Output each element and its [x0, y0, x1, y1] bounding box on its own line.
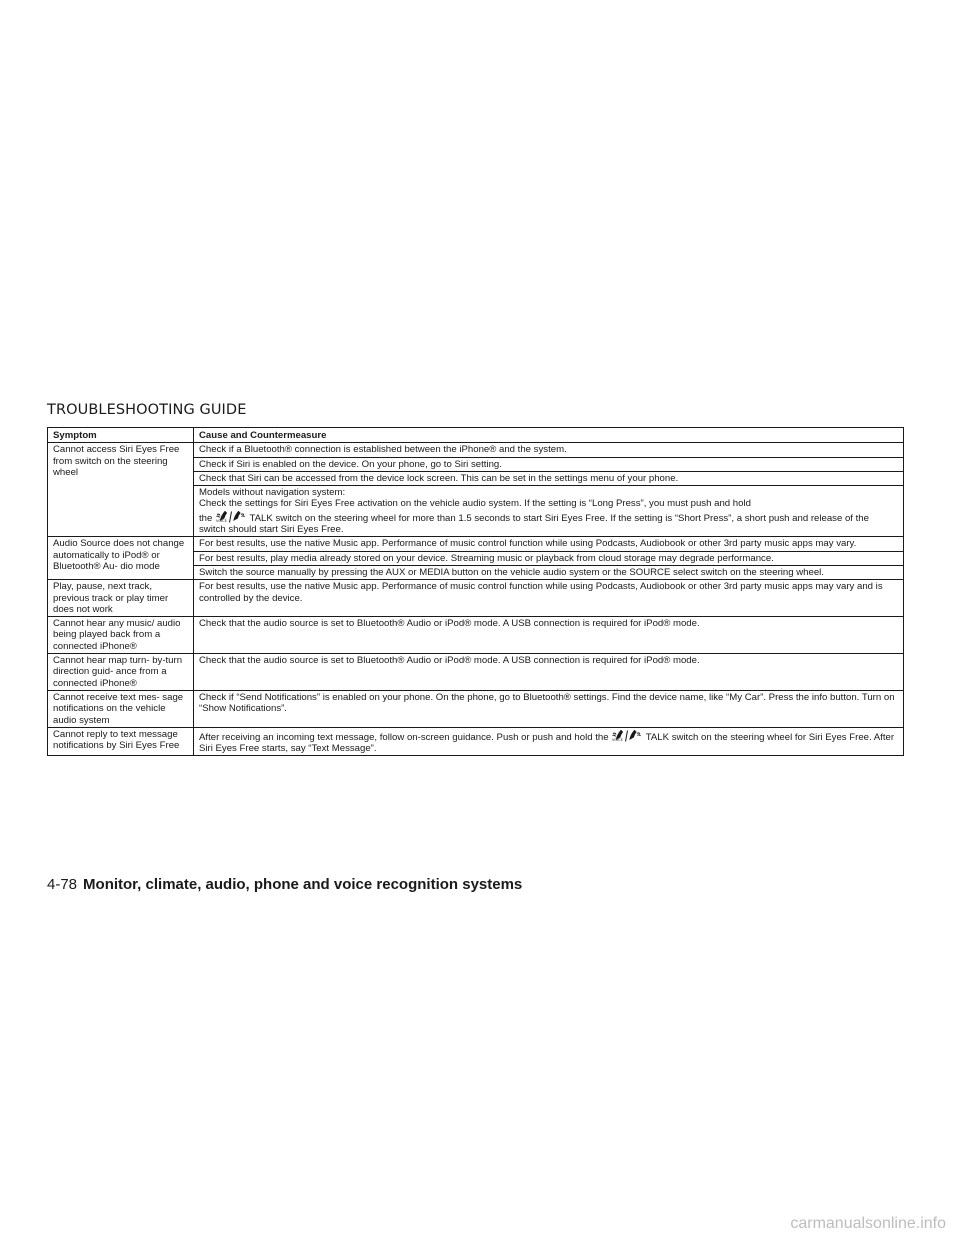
cause-cell: Check if a Bluetooth® connection is established between the iPhone® and the system. — [194, 443, 904, 457]
symptom-cell: Play, pause, next track, previous track or play timer does not work — [48, 580, 194, 617]
column-header-cause: Cause and Countermeasure — [194, 428, 904, 443]
cause-cell: Check that the audio source is set to Bluetooth® Audio or iPod® mode. A USB connection is required for iPod® mode. — [194, 654, 904, 691]
troubleshooting-table — [47, 427, 904, 756]
chapter-title: Monitor, climate, audio, phone and voice recognition systems — [83, 876, 523, 893]
phone-talk-icon — [215, 510, 247, 524]
symptom-cell: Cannot hear map turn- by-turn direction guid- ance from a connected iPhone® — [48, 654, 194, 691]
cause-cell: For best results, use the native Music app. Performance of music control function while using Podcasts, Audiobook or other 3rd party music apps may vary and is controlled by the device. — [194, 580, 904, 617]
cause-text: Models without navigation system: — [199, 487, 346, 499]
cause-cell — [194, 486, 904, 537]
symptom-cell: Cannot receive text mes- sage notifications on the vehicle audio system — [48, 690, 194, 727]
symptom-cell: Audio Source does not change automatically to iPod® or Bluetooth® Au- dio mode — [48, 537, 194, 580]
svg-text:VOICE: VOICE — [612, 737, 624, 742]
column-header-symptom: Symptom — [48, 428, 194, 443]
watermark: carmanualsonline.info — [790, 1215, 946, 1232]
phone-talk-icon — [611, 729, 643, 743]
cause-cell: Check that Siri can be accessed from the device lock screen. This can be set in the settings menu of your phone. — [194, 471, 904, 485]
cause-text: TALK switch on the steering wheel for Siri Eyes Free. After Siri Eyes Free starts, say “Text Message”. — [199, 731, 895, 755]
table-header-row — [48, 428, 904, 443]
table-row — [48, 537, 904, 551]
cause-text: TALK switch on the steering wheel for more than 1.5 seconds to start Siri Eyes Free. If the setting is “Short Press”, a short push and release of the switch should start Siri Eyes Free. — [199, 512, 869, 536]
cause-cell: For best results, play media already stored on your device. Streaming music or playback from cloud storage may degrade performance. — [194, 551, 904, 565]
section-title: TROUBLESHOOTING GUIDE — [47, 402, 247, 418]
cause-text: After receiving an incoming text message, follow on-screen guidance. Push or push and hold the — [199, 731, 609, 743]
table-row — [48, 443, 904, 457]
cause-cell: Check if “Send Notifications” is enabled on your phone. On the phone, go to Bluetooth® settings. Find the device name, like “My Car”. Press the info button. Turn on “Show Notifications”. — [194, 690, 904, 727]
cause-cell — [194, 727, 904, 756]
cause-cell: Check that the audio source is set to Bluetooth® Audio or iPod® mode. A USB connection is required for iPod® mode. — [194, 617, 904, 654]
table-row — [48, 617, 904, 654]
page-number: 4-78 — [47, 876, 78, 893]
page-footer — [47, 876, 522, 893]
cause-text: the — [199, 512, 213, 524]
cause-cell: Check if Siri is enabled on the device. On your phone, go to Siri setting. — [194, 457, 904, 471]
table-row — [48, 654, 904, 691]
symptom-cell: Cannot reply to text message notifications by Siri Eyes Free — [48, 727, 194, 756]
cause-text: Check the settings for Siri Eyes Free activation on the vehicle audio system. If the setting is “Long Press”, you must push and hold — [199, 498, 751, 510]
table-row — [48, 690, 904, 727]
symptom-cell: Cannot access Siri Eyes Free from switch on the steering wheel — [48, 443, 194, 537]
cause-cell: For best results, use the native Music app. Performance of music control function while using Podcasts, Audiobook or other 3rd party music apps may vary. — [194, 537, 904, 551]
table-row — [48, 580, 904, 617]
svg-text:VOICE: VOICE — [216, 518, 227, 523]
table-row — [48, 727, 904, 756]
cause-cell: Switch the source manually by pressing the AUX or MEDIA button on the vehicle audio system or the SOURCE select switch on the steering wheel. — [194, 565, 904, 579]
symptom-cell: Cannot hear any music/ audio being played back from a connected iPhone® — [48, 617, 194, 654]
